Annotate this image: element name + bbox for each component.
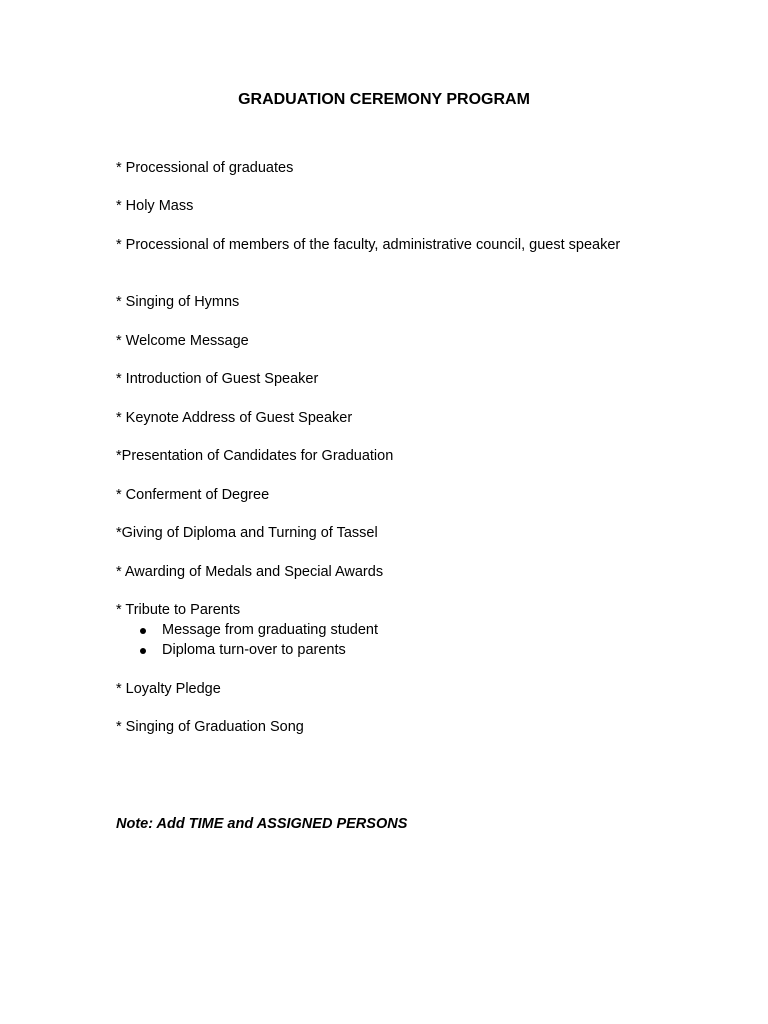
program-item-loyalty-pledge: * Loyalty Pledge [116,681,221,697]
program-item-graduation-song: * Singing of Graduation Song [116,719,304,735]
tribute-subitem-label: Message from graduating student [162,622,379,638]
program-item-keynote-address: * Keynote Address of Guest Speaker [116,410,353,426]
program-item-awarding-medals: * Awarding of Medals and Special Awards [116,564,384,580]
bullet-icon [140,648,146,654]
tribute-subitem [140,641,346,660]
note-text: Note: Add TIME and ASSIGNED PERSONS [116,816,408,832]
program-item-processional-graduates: * Processional of graduates [116,160,294,176]
program-item-introduction-guest-speaker: * Introduction of Guest Speaker [116,371,319,387]
tribute-subitem-label: Diploma turn-over to parents [162,642,346,658]
bullet-icon [140,628,146,634]
tribute-subitem [140,621,378,640]
page-title: GRADUATION CEREMONY PROGRAM [238,91,530,108]
program-item-giving-diploma: *Giving of Diploma and Turning of Tassel [116,525,378,541]
program-item-processional-faculty: * Processional of members of the faculty, administrative council, guest speaker [116,237,621,253]
program-item-conferment-degree: * Conferment of Degree [116,487,270,503]
program-item-holy-mass: * Holy Mass [116,198,194,214]
program-item-presentation-candidates: *Presentation of Candidates for Graduation [116,448,394,464]
program-item-singing-hymns: * Singing of Hymns [116,294,240,310]
program-item-welcome-message: * Welcome Message [116,333,249,349]
program-item-tribute-parents: * Tribute to Parents [116,602,241,618]
